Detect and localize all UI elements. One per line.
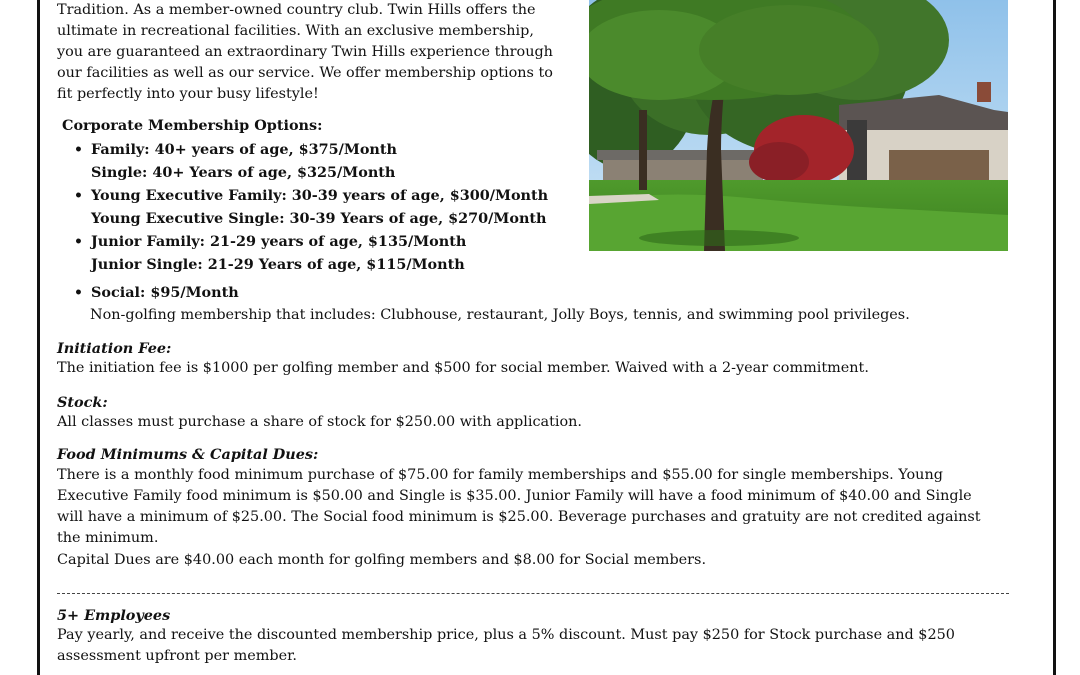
option-young-executive-single: Young Executive Single: 30-39 Years of age, $270/Month (91, 210, 547, 227)
bullet-icon: • (74, 188, 83, 204)
employees-title: 5+ Employees (57, 607, 171, 624)
bullet-icon: • (74, 234, 83, 250)
bullet-icon: • (74, 142, 83, 158)
food-minimums-line: the minimum. (57, 530, 159, 546)
intro-line: you are guaranteed an extraordinary Twin Hills experience through (57, 44, 553, 60)
stock-text: All classes must purchase a share of stock for $250.00 with application. (57, 414, 582, 430)
food-minimums-line: Executive Family food minimum is $50.00 and Single is $35.00. Junior Family will have a food minimum of $40.00 and Single (57, 488, 972, 504)
intro-paragraph (57, 0, 557, 105)
membership-options-heading: Corporate Membership Options: (62, 117, 323, 134)
food-minimums-title: Food Minimums & Capital Dues: (57, 446, 319, 463)
option-young-executive-family: Young Executive Family: 30-39 years of age, $300/Month (91, 187, 549, 204)
option-family: Family: 40+ years of age, $375/Month (91, 141, 397, 158)
page-border-left (37, 0, 40, 675)
clubhouse-photo-image (589, 0, 1008, 251)
intro-line: ultimate in recreational facilities. With an exclusive membership, (57, 23, 534, 39)
food-minimums-line: will have a minimum of $25.00. The Social food minimum is $25.00. Beverage purchases and gratuity are not credited against (57, 509, 981, 525)
section-divider (57, 593, 1009, 594)
intro-line: fit perfectly into your busy lifestyle! (57, 86, 319, 102)
option-single: Single: 40+ Years of age, $325/Month (91, 164, 396, 181)
food-minimums-line: There is a monthly food minimum purchase of $75.00 for family memberships and $55.00 for single memberships. Young (57, 467, 943, 483)
employees-line: assessment upfront per member. (57, 648, 297, 664)
clubhouse-photo (589, 0, 1008, 251)
option-junior-family: Junior Family: 21-29 years of age, $135/Month (91, 233, 467, 250)
option-junior-single: Junior Single: 21-29 Years of age, $115/Month (91, 256, 465, 273)
option-social: Social: $95/Month (91, 284, 239, 301)
initiation-fee-title: Initiation Fee: (57, 340, 172, 357)
page-border-right (1053, 0, 1056, 675)
intro-line: our facilities as well as our service. We offer membership options to (57, 65, 553, 81)
initiation-fee-text: The initiation fee is $1000 per golfing member and $500 for social member. Waived with a 2-year commitment. (57, 360, 869, 376)
employees-line: Pay yearly, and receive the discounted membership price, plus a 5% discount. Must pay $250 for Stock purchase and $250 (57, 627, 955, 643)
intro-line: Tradition. As a member-owned country club. Twin Hills offers the (57, 2, 536, 18)
stock-title: Stock: (57, 394, 108, 411)
bullet-icon: • (74, 285, 83, 301)
social-description: Non-golfing membership that includes: Clubhouse, restaurant, Jolly Boys, tennis, and swimming pool privileges. (90, 307, 910, 323)
capital-dues-line: Capital Dues are $40.00 each month for golfing members and $8.00 for Social members. (57, 552, 707, 568)
